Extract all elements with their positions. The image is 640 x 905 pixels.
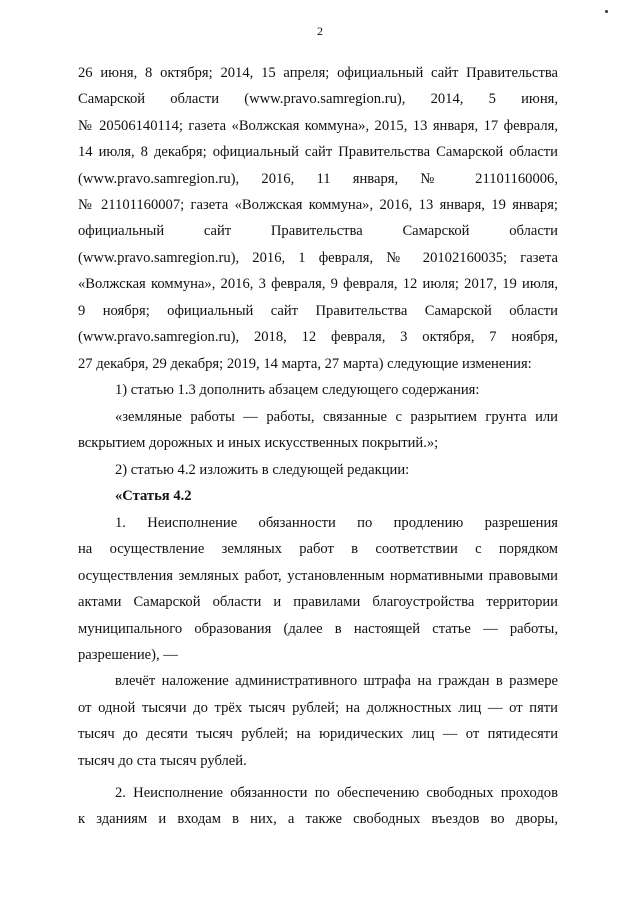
text-line: тысяч до десяти тысяч рублей; на юридических лиц — от пятидесяти xyxy=(78,726,558,742)
text-line: 1. Неисполнение обязанности по продлению разрешения xyxy=(115,515,558,531)
text-line: «Волжская коммуна», 2016, 3 февраля, 9 февраля, 12 июля; 2017, 19 июля, xyxy=(78,276,558,292)
text-line: влечёт наложение административного штрафа на граждан в размере xyxy=(115,673,558,689)
quoted-definition: «земляные работы — работы, связанные с разрытием грунта или xyxy=(115,409,558,425)
scan-speck xyxy=(605,10,608,13)
text-line: на осуществление земляных работ в соответствии с порядком xyxy=(78,541,558,557)
text-line: официальный сайт Правительства Самарской области xyxy=(78,223,558,239)
text-line: муниципального образования (далее в настоящей статье — работы, xyxy=(78,621,558,637)
page-number: 2 xyxy=(317,24,323,38)
text-line: 27 декабря, 29 декабря; 2019, 14 марта, 27 марта) следующие изменения: xyxy=(78,356,532,372)
text-line: актами Самарской области и правилами благоустройства территории xyxy=(78,594,558,610)
text-line: (www.pravo.samregion.ru), 2016, 1 февраля, № 20102160035; газета xyxy=(78,250,558,266)
text-line: 2. Неисполнение обязанности по обеспечению свободных проходов xyxy=(115,785,558,801)
text-line: № 21101160007; газета «Волжская коммуна», 2016, 13 января, 19 января; xyxy=(78,197,558,213)
text-line: 26 июня, 8 октября; 2014, 15 апреля; официальный сайт Правительства xyxy=(78,65,558,81)
list-item: 1) статью 1.3 дополнить абзацем следующего содержания: xyxy=(115,382,480,398)
text-line: осуществления земляных работ, установленным нормативными правовыми xyxy=(78,568,558,584)
article-heading: «Статья 4.2 xyxy=(115,488,192,504)
text-line: к зданиям и входам в них, а также свободных въездов во дворы, xyxy=(78,811,558,827)
text-line: (www.pravo.samregion.ru), 2016, 11 января, № 21101160006, xyxy=(78,171,558,187)
text-line: от одной тысячи до трёх тысяч рублей; на должностных лиц — от пяти xyxy=(78,700,558,716)
text-line: вскрытием дорожных и иных искусственных покрытий.»; xyxy=(78,435,439,451)
text-line: 14 июля, 8 декабря; официальный сайт Правительства Самарской области xyxy=(78,144,558,160)
text-line: тысяч до ста тысяч рублей. xyxy=(78,753,247,769)
text-line: Самарской области (www.pravo.samregion.ru), 2014, 5 июня, xyxy=(78,91,558,107)
text-line: № 20506140114; газета «Волжская коммуна», 2015, 13 января, 17 февраля, xyxy=(78,118,558,134)
text-line: (www.pravo.samregion.ru), 2018, 12 февраля, 3 октября, 7 ноября, xyxy=(78,329,558,345)
text-line: разрешение), — xyxy=(78,647,178,663)
text-line: 9 ноября; официальный сайт Правительства Самарской области xyxy=(78,303,558,319)
list-item: 2) статью 4.2 изложить в следующей редакции: xyxy=(115,462,410,478)
